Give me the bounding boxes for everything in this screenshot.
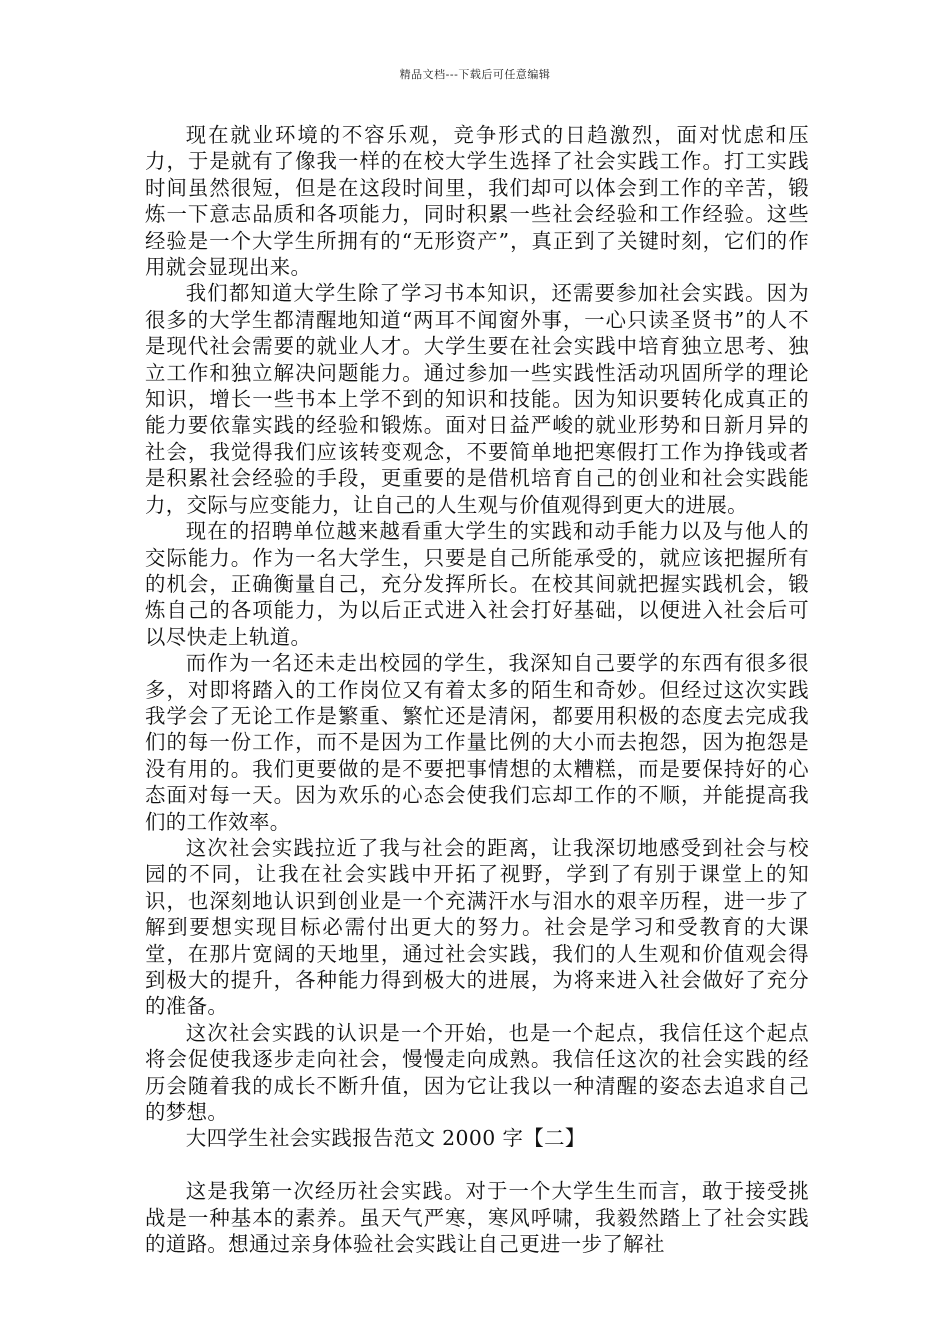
paragraph-6: 这次社会实践的认识是一个开始，也是一个起点，我信任这个起点将会促使我逐步走向社会，慢慢走向成熟。我信任这次的社会实践的经历会随着我的成长不断升值，因为它让我以一种清醒的姿态去追求自己的梦想。 xyxy=(145,1020,809,1125)
document-body xyxy=(145,122,809,1257)
paragraph-1: 现在就业环境的不容乐观，竞争形式的日趋激烈，面对忧虑和压力，于是就有了像我一样的在校大学生选择了社会实践工作。打工实践时间虽然很短，但是在这段时间里，我们却可以体会到工作的辛苦，锻炼一下意志品质和各项能力，同时积累一些社会经验和工作经验。这些经验是一个大学生所拥有的“无形资产”，真正到了关键时刻，它们的作用就会显现出来。 xyxy=(145,123,809,280)
section-title: 大四学生社会实践报告范文 2000 字【二】 xyxy=(185,1126,586,1151)
paragraph-7: 这是我第一次经历社会实践。对于一个大学生生而言，敢于接受挑战是一种基本的素养。虽天气严寒，寒风呼啸，我毅然踏上了社会实践的道路。想通过亲身体验社会实践让自己更进一步了解社 xyxy=(145,1179,809,1257)
paragraph-3: 现在的招聘单位越来越看重大学生的实践和动手能力以及与他人的交际能力。作为一名大学生，只要是自己所能承受的，就应该把握所有的机会，正确衡量自己，充分发挥所长。在校其间就把握实践机会，锻炼自己的各项能力，为以后正式进入社会打好基础，以便进入社会后可以尽快走上轨道。 xyxy=(145,519,809,649)
paragraph-2: 我们都知道大学生除了学习书本知识，还需要参加社会实践。因为很多的大学生都清醒地知道“两耳不闻窗外事，一心只读圣贤书”的人不是现代社会需要的就业人才。大学生要在社会实践中培育独立思考、独立工作和独立解决问题能力。通过参加一些实践性活动巩固所学的理论知识，增长一些书本上学不到的知识和技能。因为知识要转化成真正的能力要依靠实践的经验和锻炼。面对日益严峻的就业形势和日新月异的社会，我觉得我们应该转变观念，不要简单地把寒假打工作为挣钱或者是积累社会经验的手段，更重要的是借机培育自己的创业和社会实践能力，交际与应变能力，让自己的人生观与价值观得到更大的进展。 xyxy=(145,281,809,517)
paragraph-5: 这次社会实践拉近了我与社会的距离，让我深切地感受到社会与校园的不同，让我在社会实践中开拓了视野，学到了有别于课堂上的知识，也深刻地认识到创业是一个充满汗水与泪水的艰辛历程，进一步了解到要想实现目标必需付出更大的努力。社会是学习和受教育的大课堂，在那片宽阔的天地里，通过社会实践，我们的人生观和价值观会得到极大的提升，各种能力得到极大的进展，为将来进入社会做好了充分的准备。 xyxy=(145,835,809,1019)
page-header: 精品文档---下载后可任意编辑 xyxy=(399,68,551,81)
paragraph-4: 而作为一名还未走出校园的学生，我深知自己要学的东西有很多很多，对即将踏入的工作岗位又有着太多的陌生和奇妙。但经过这次实践我学会了无论工作是繁重、繁忙还是清闲，都要用积极的态度去完成我们的每一份工作，而不是因为工作量比例的大小而去抱怨，因为抱怨是没有用的。我们更要做的是不要把事情想的太糟糕，而是要保持好的心态面对每一天。因为欢乐的心态会使我们忘却工作的不顺，并能提高我们的工作效率。 xyxy=(145,651,809,834)
